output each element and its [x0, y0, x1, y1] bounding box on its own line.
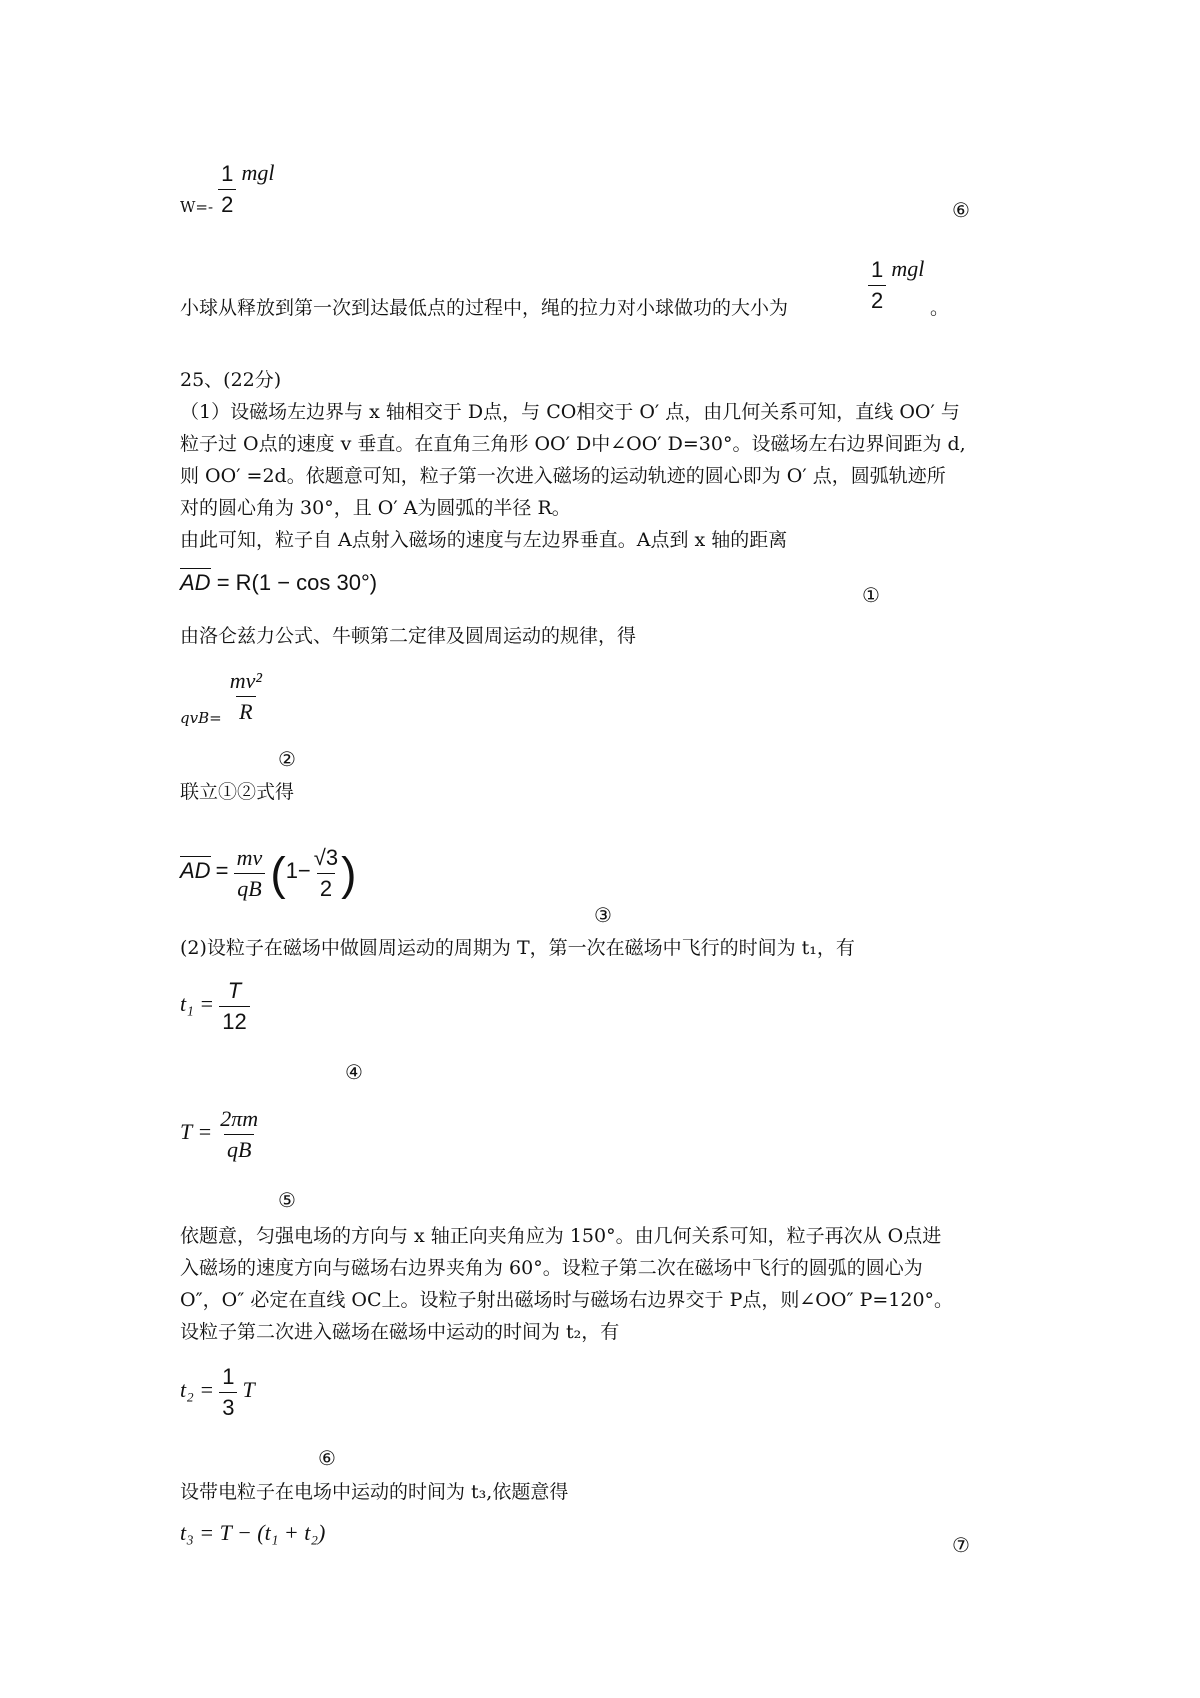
eq6-lhs: t₂ =: [180, 1377, 215, 1402]
eq1-rhs: = R(1 − cos 30°): [216, 570, 378, 595]
equation-5: [180, 1106, 261, 1163]
eq5-fraction: $\frac{2\pi m}{qB}$: [220, 1106, 259, 1162]
eq2-mark: ②: [278, 747, 296, 771]
para6-line1: 依题意，匀强电场的方向与 x 轴正向夹角应为 150°。由几何关系可知，粒子再次从 O点进: [180, 1225, 942, 1247]
para6-line4: 设粒子第二次进入磁场在磁场中运动的时间为 t₂，有: [180, 1321, 620, 1343]
eq4-fraction: $\frac{T}{12}$: [219, 978, 249, 1035]
eq3-fraction: $\frac{mv}{qB}$: [234, 845, 266, 902]
para7: 设带电粒子在电场中运动的时间为 t₃,依题意得: [180, 1481, 569, 1503]
eq5-mark: ⑤: [278, 1188, 296, 1212]
conclusion-fraction: $\frac{1}{2}$ mgl: [868, 256, 924, 314]
equation-4: [180, 978, 250, 1035]
eq4-lhs: t₁ =: [180, 991, 215, 1016]
equation-7: t₃ = T − (t₁ + t₂): [180, 1520, 326, 1545]
eq-w-var: mgl: [241, 160, 275, 185]
problem-heading: 25、(22分): [180, 369, 282, 391]
equation-3: AD = $\frac{mv}{qB}$ (1− $\frac{√3}{2}$ ): [180, 845, 357, 901]
eq2-lhs: qvB=: [180, 709, 222, 727]
equation-6: t₂ = $\frac{1}{3}$ T: [180, 1364, 255, 1420]
para4: 联立①②式得: [180, 781, 295, 803]
conclusion-end: 。: [930, 297, 950, 319]
para3: 由洛仑兹力公式、牛顿第二定律及圆周运动的规律，得: [180, 625, 637, 647]
para1-line1: （1）设磁场左边界与 x 轴相交于 D点，与 CO相交于 O′ 点，由几何关系可知，直线 OO′ 与: [180, 401, 960, 423]
para1-line2: 粒子过 O点的速度 v 垂直。在直角三角形 OO′ D中∠OO′ D=30°。设磁场左右边界间距为 d,: [180, 433, 966, 455]
para2: 由此可知，粒子自 A点射入磁场的速度与左边界垂直。A点到 x 轴的距离: [180, 529, 788, 551]
eq-w-lhs: W=-: [180, 198, 214, 216]
equation-1: [180, 570, 377, 596]
para1-line3: 则 OO′ =2d。依题意可知，粒子第一次进入磁场的运动轨迹的圆心即为 O′ 点，圆弧轨迹所: [180, 465, 946, 487]
eq3-inner-fraction: $\frac{√3}{2}$: [313, 845, 339, 901]
eq7-mark: ⑦: [952, 1533, 970, 1557]
eq-w-fraction: $\frac{1}{2}$: [218, 161, 236, 218]
eq3-lhs: AD: [180, 858, 211, 883]
eq5-lhs: T =: [180, 1119, 213, 1144]
eq-w-mark: ⑥: [952, 198, 970, 222]
eq6-mark: ⑥: [318, 1446, 336, 1470]
eq3-mark: ③: [594, 903, 612, 927]
para6-line3: O″，O″ 必定在直线 OC上。设粒子射出磁场时与磁场右边界交于 P点，则∠OO″ P=120°。: [180, 1289, 954, 1311]
eq1-mark: ①: [862, 583, 880, 607]
eq4-mark: ④: [345, 1060, 363, 1084]
eq6-fraction: $\frac{1}{3}$: [219, 1364, 237, 1421]
equation-2: [180, 668, 265, 727]
para1-line4: 对的圆心角为 30°，且 O′ A为圆弧的半径 R。: [180, 497, 571, 519]
eq2-fraction: $\frac{\text{mv²}}{R}$: [229, 668, 263, 724]
equation-w: [180, 160, 275, 218]
conclusion-text: 小球从释放到第一次到达最低点的过程中，绳的拉力对小球做功的大小为: [180, 297, 789, 319]
para6-line2: 入磁场的速度方向与磁场右边界夹角为 60°。设粒子第二次在磁场中飞行的圆弧的圆心为: [180, 1257, 923, 1279]
para5: (2)设粒子在磁场中做圆周运动的周期为 T，第一次在磁场中飞行的时间为 t₁，有: [180, 937, 855, 959]
eq1-lhs: AD: [180, 570, 211, 595]
